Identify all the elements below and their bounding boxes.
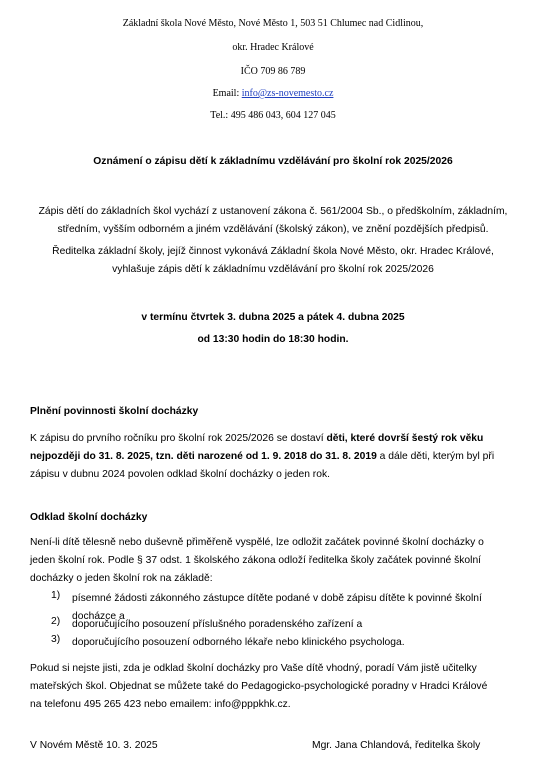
header-district-line: okr. Hradec Králové: [232, 42, 314, 53]
footer-place-date: V Novém Městě 10. 3. 2025: [30, 740, 158, 751]
header-ico-line: IČO 709 86 789: [240, 66, 306, 77]
document-title: Oznámení o zápisu dětí k základnímu vzdělávání pro školní rok 2025/2026: [93, 156, 453, 167]
list-item-1-line-2: docházce a: [72, 611, 125, 622]
section2-p1-line-3: docházky o jeden školní rok na základě:: [30, 573, 213, 584]
header-phone-line: Tel.: 495 486 043, 604 127 045: [210, 110, 336, 121]
director-line-1: Ředitelka základní školy, jejíž činnost vykonává Základní škola Nové Město, okr. Hradec Králové,: [52, 246, 494, 257]
section2-p2-line-2: mateřských škol. Objednat se můžete také do Pedagogicko-psychologické poradny v Hradci Králové: [30, 681, 488, 692]
list-item-2-number: 2): [51, 616, 61, 627]
term-line-1: v termínu čtvrtek 3. dubna 2025 a pátek 4. dubna 2025: [141, 312, 405, 323]
list-item-1-line-1: písemné žádosti zákonného zástupce dítěte podané v době zápisu dítěte k povinné školní: [72, 593, 482, 604]
section1-line-2: [30, 448, 520, 466]
section1-line-2-normal: a dále děti, kterým byl při: [376, 451, 495, 462]
section2-p2-line-3: na telefonu 495 265 423 nebo emailem: info@pppkhk.cz.: [30, 699, 291, 710]
section2-heading: Odklad školní docházky: [30, 512, 148, 523]
footer-signature: Mgr. Jana Chlandová, ředitelka školy: [312, 740, 481, 751]
section1-line-3: zápisu v dubnu 2024 povolen odklad školní docházky o jeden rok.: [30, 469, 330, 480]
section1-heading: Plnění povinnosti školní docházky: [30, 406, 199, 417]
header-email-link[interactable]: info@zs-novemesto.cz: [241, 88, 334, 99]
list-item-3-number: 3): [51, 634, 61, 645]
list-item-3-text: doporučujícího posouzení odborného lékaře nebo klinického psychologa.: [72, 637, 405, 648]
section2-p1-line-1: Není-li dítě tělesně nebo duševně přiměřeně vyspělé, lze odložit začátek povinné školní docházky o: [30, 537, 484, 548]
intro-line-2: středním, vyšším odborném a jiném vzdělávání (školský zákon), ve znění pozdějších předpisů.: [57, 224, 489, 235]
section2-p2-line-1: Pokud si nejste jisti, zda je odklad školní docházky pro Vaše dítě vhodný, poradí Vám jistě učitelky: [30, 663, 477, 674]
list-item-2-text: doporučujícího posouzení příslušného poradenského zařízení a: [72, 619, 363, 630]
section2-paragraph-2: [30, 660, 520, 714]
list-item-1-number: 1): [51, 590, 61, 601]
director-line-2: vyhlašuje zápis dětí k základnímu vzdělávání pro školní rok 2025/2026: [112, 264, 434, 275]
header-email-label: Email:: [212, 88, 242, 99]
section2-paragraph-1: [30, 534, 520, 588]
section1-line-1: [30, 430, 520, 448]
header-email-line: [0, 88, 546, 99]
section1-line-1-normal: K zápisu do prvního ročníku pro školní rok 2025/2026 se dostaví: [30, 433, 327, 444]
term-line-2: od 13:30 hodin do 18:30 hodin.: [197, 334, 349, 345]
section1-paragraph: [30, 430, 520, 484]
section1-line-2-bold: nejpozději do 31. 8. 2025, tzn. děti narozené od 1. 9. 2018 do 31. 8. 2019: [30, 451, 377, 462]
section2-p1-line-2: jeden školní rok. Podle § 37 odst. 1 školského zákona odloží ředitelka školy začátek povinné školní: [30, 555, 482, 566]
section1-line-1-bold: děti, které dovrší šestý rok věku: [326, 433, 484, 444]
intro-line-1: Zápis dětí do základních škol vychází z ustanovení zákona č. 561/2004 Sb., o předškolním, základním,: [38, 206, 508, 217]
header-school-line: Základní škola Nové Město, Nové Město 1, 503 51 Chlumec nad Cidlinou,: [122, 18, 424, 29]
